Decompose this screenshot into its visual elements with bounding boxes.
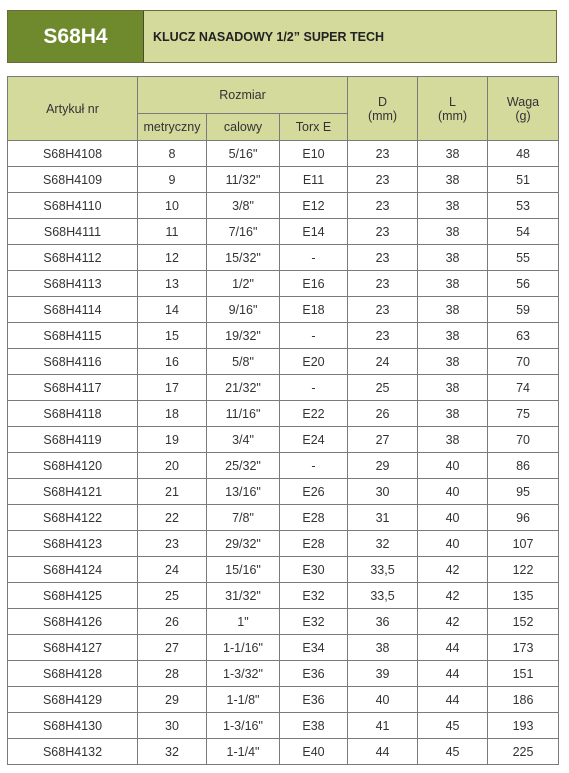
inch-size-cell: 1-1/8" [207,687,280,713]
torx-cell: - [280,453,348,479]
article-cell: S68H4127 [8,635,138,661]
torx-cell: E14 [280,219,348,245]
torx-cell: E34 [280,635,348,661]
table-row [8,141,559,167]
table-row [8,479,559,505]
l-cell: 38 [418,141,488,167]
article-cell: S68H4130 [8,713,138,739]
col-header-torx: Torx E [280,114,348,141]
inch-size-cell: 11/32" [207,167,280,193]
table-row [8,713,559,739]
inch-size-cell: 1-1/4" [207,739,280,765]
weight-cell: 70 [488,349,559,375]
metric-size-cell: 14 [138,297,207,323]
table-body [8,141,559,765]
l-cell: 40 [418,505,488,531]
col-header-waga [488,77,559,141]
weight-cell: 59 [488,297,559,323]
col-header-d-label: D [378,94,388,109]
col-header-waga-unit: (g) [515,108,531,123]
table-row [8,609,559,635]
l-cell: 44 [418,661,488,687]
metric-size-cell: 24 [138,557,207,583]
l-cell: 38 [418,271,488,297]
torx-cell: - [280,245,348,271]
col-header-d [348,77,418,141]
metric-size-cell: 23 [138,531,207,557]
torx-cell: E32 [280,609,348,635]
article-cell: S68H4121 [8,479,138,505]
l-cell: 40 [418,453,488,479]
inch-size-cell: 1-3/32" [207,661,280,687]
l-cell: 45 [418,713,488,739]
table-row [8,323,559,349]
article-cell: S68H4119 [8,427,138,453]
d-cell: 38 [348,635,418,661]
torx-cell: E16 [280,271,348,297]
table-row [8,193,559,219]
torx-cell: E10 [280,141,348,167]
article-cell: S68H4109 [8,167,138,193]
weight-cell: 53 [488,193,559,219]
metric-size-cell: 19 [138,427,207,453]
l-cell: 40 [418,531,488,557]
metric-size-cell: 20 [138,453,207,479]
article-cell: S68H4117 [8,375,138,401]
d-cell: 30 [348,479,418,505]
metric-size-cell: 16 [138,349,207,375]
col-header-rozmiar: Rozmiar [138,77,348,114]
l-cell: 38 [418,219,488,245]
article-cell: S68H4123 [8,531,138,557]
col-header-calowy: calowy [207,114,280,141]
article-cell: S68H4122 [8,505,138,531]
article-cell: S68H4124 [8,557,138,583]
metric-size-cell: 21 [138,479,207,505]
article-cell: S68H4125 [8,583,138,609]
weight-cell: 56 [488,271,559,297]
table-row [8,505,559,531]
table-row [8,401,559,427]
inch-size-cell: 15/16" [207,557,280,583]
table-row [8,271,559,297]
d-cell: 44 [348,739,418,765]
table-row [8,739,559,765]
weight-cell: 122 [488,557,559,583]
torx-cell: E28 [280,531,348,557]
inch-size-cell: 29/32" [207,531,280,557]
torx-cell: E12 [280,193,348,219]
weight-cell: 173 [488,635,559,661]
l-cell: 44 [418,687,488,713]
d-cell: 39 [348,661,418,687]
article-cell: S68H4112 [8,245,138,271]
article-cell: S68H4129 [8,687,138,713]
table-row [8,167,559,193]
inch-size-cell: 19/32" [207,323,280,349]
d-cell: 23 [348,323,418,349]
l-cell: 44 [418,635,488,661]
article-cell: S68H4108 [8,141,138,167]
weight-cell: 193 [488,713,559,739]
weight-cell: 51 [488,167,559,193]
l-cell: 38 [418,167,488,193]
l-cell: 42 [418,609,488,635]
l-cell: 38 [418,245,488,271]
torx-cell: E20 [280,349,348,375]
inch-size-cell: 3/4" [207,427,280,453]
weight-cell: 63 [488,323,559,349]
inch-size-cell: 11/16" [207,401,280,427]
metric-size-cell: 9 [138,167,207,193]
metric-size-cell: 15 [138,323,207,349]
product-name: KLUCZ NASADOWY 1/2” SUPER TECH [144,11,556,62]
table-row [8,661,559,687]
col-header-l-unit: (mm) [437,108,468,123]
l-cell: 42 [418,557,488,583]
article-cell: S68H4116 [8,349,138,375]
d-cell: 23 [348,193,418,219]
col-header-l [418,77,488,141]
table-row [8,427,559,453]
l-cell: 38 [418,323,488,349]
table-row [8,245,559,271]
d-cell: 23 [348,167,418,193]
torx-cell: E40 [280,739,348,765]
torx-cell: E24 [280,427,348,453]
d-cell: 33,5 [348,583,418,609]
torx-cell: E22 [280,401,348,427]
torx-cell: - [280,375,348,401]
inch-size-cell: 5/16" [207,141,280,167]
d-cell: 32 [348,531,418,557]
d-cell: 33,5 [348,557,418,583]
l-cell: 42 [418,583,488,609]
weight-cell: 55 [488,245,559,271]
weight-cell: 186 [488,687,559,713]
col-header-l-label: L [449,94,456,109]
article-cell: S68H4114 [8,297,138,323]
col-header-metryczny: metryczny [138,114,207,141]
inch-size-cell: 15/32" [207,245,280,271]
table-row [8,687,559,713]
article-cell: S68H4120 [8,453,138,479]
torx-cell: E18 [280,297,348,323]
metric-size-cell: 29 [138,687,207,713]
torx-cell: E26 [280,479,348,505]
inch-size-cell: 13/16" [207,479,280,505]
l-cell: 38 [418,349,488,375]
col-header-d-unit: (mm) [367,108,398,123]
metric-size-cell: 17 [138,375,207,401]
table-row [8,297,559,323]
table-row [8,635,559,661]
inch-size-cell: 1-1/16" [207,635,280,661]
article-cell: S68H4132 [8,739,138,765]
metric-size-cell: 22 [138,505,207,531]
inch-size-cell: 21/32" [207,375,280,401]
d-cell: 24 [348,349,418,375]
table-row [8,453,559,479]
weight-cell: 75 [488,401,559,427]
l-cell: 38 [418,427,488,453]
d-cell: 23 [348,141,418,167]
l-cell: 38 [418,297,488,323]
col-header-waga-label: Waga [506,94,540,109]
article-cell: S68H4128 [8,661,138,687]
inch-size-cell: 1-3/16" [207,713,280,739]
d-cell: 27 [348,427,418,453]
table-row [8,375,559,401]
torx-cell: E11 [280,167,348,193]
torx-cell: E32 [280,583,348,609]
d-cell: 40 [348,687,418,713]
metric-size-cell: 32 [138,739,207,765]
inch-size-cell: 3/8" [207,193,280,219]
d-cell: 25 [348,375,418,401]
d-cell: 23 [348,245,418,271]
inch-size-cell: 9/16" [207,297,280,323]
article-cell: S68H4111 [8,219,138,245]
col-header-artykul: Artykuł nr [8,77,138,141]
weight-cell: 107 [488,531,559,557]
weight-cell: 95 [488,479,559,505]
weight-cell: 54 [488,219,559,245]
d-cell: 29 [348,453,418,479]
weight-cell: 152 [488,609,559,635]
table-row [8,583,559,609]
torx-cell: E38 [280,713,348,739]
metric-size-cell: 28 [138,661,207,687]
weight-cell: 135 [488,583,559,609]
article-cell: S68H4115 [8,323,138,349]
d-cell: 26 [348,401,418,427]
weight-cell: 70 [488,427,559,453]
product-code: S68H4 [8,11,144,62]
d-cell: 23 [348,271,418,297]
metric-size-cell: 10 [138,193,207,219]
metric-size-cell: 13 [138,271,207,297]
weight-cell: 151 [488,661,559,687]
d-cell: 36 [348,609,418,635]
torx-cell: E36 [280,687,348,713]
d-cell: 23 [348,219,418,245]
metric-size-cell: 26 [138,609,207,635]
l-cell: 40 [418,479,488,505]
inch-size-cell: 1/2" [207,271,280,297]
table-row [8,349,559,375]
l-cell: 38 [418,401,488,427]
torx-cell: E30 [280,557,348,583]
metric-size-cell: 27 [138,635,207,661]
weight-cell: 86 [488,453,559,479]
metric-size-cell: 11 [138,219,207,245]
d-cell: 41 [348,713,418,739]
table-row [8,531,559,557]
inch-size-cell: 25/32" [207,453,280,479]
product-title-bar [7,10,557,63]
torx-cell: E36 [280,661,348,687]
article-cell: S68H4118 [8,401,138,427]
inch-size-cell: 5/8" [207,349,280,375]
metric-size-cell: 18 [138,401,207,427]
weight-cell: 225 [488,739,559,765]
table-row [8,557,559,583]
l-cell: 38 [418,193,488,219]
spec-table [7,76,559,765]
l-cell: 45 [418,739,488,765]
weight-cell: 48 [488,141,559,167]
weight-cell: 74 [488,375,559,401]
d-cell: 31 [348,505,418,531]
metric-size-cell: 25 [138,583,207,609]
table-row [8,219,559,245]
l-cell: 38 [418,375,488,401]
metric-size-cell: 12 [138,245,207,271]
article-cell: S68H4113 [8,271,138,297]
article-cell: S68H4126 [8,609,138,635]
inch-size-cell: 31/32" [207,583,280,609]
metric-size-cell: 8 [138,141,207,167]
weight-cell: 96 [488,505,559,531]
torx-cell: E28 [280,505,348,531]
torx-cell: - [280,323,348,349]
inch-size-cell: 7/8" [207,505,280,531]
article-cell: S68H4110 [8,193,138,219]
inch-size-cell: 1" [207,609,280,635]
metric-size-cell: 30 [138,713,207,739]
inch-size-cell: 7/16" [207,219,280,245]
d-cell: 23 [348,297,418,323]
